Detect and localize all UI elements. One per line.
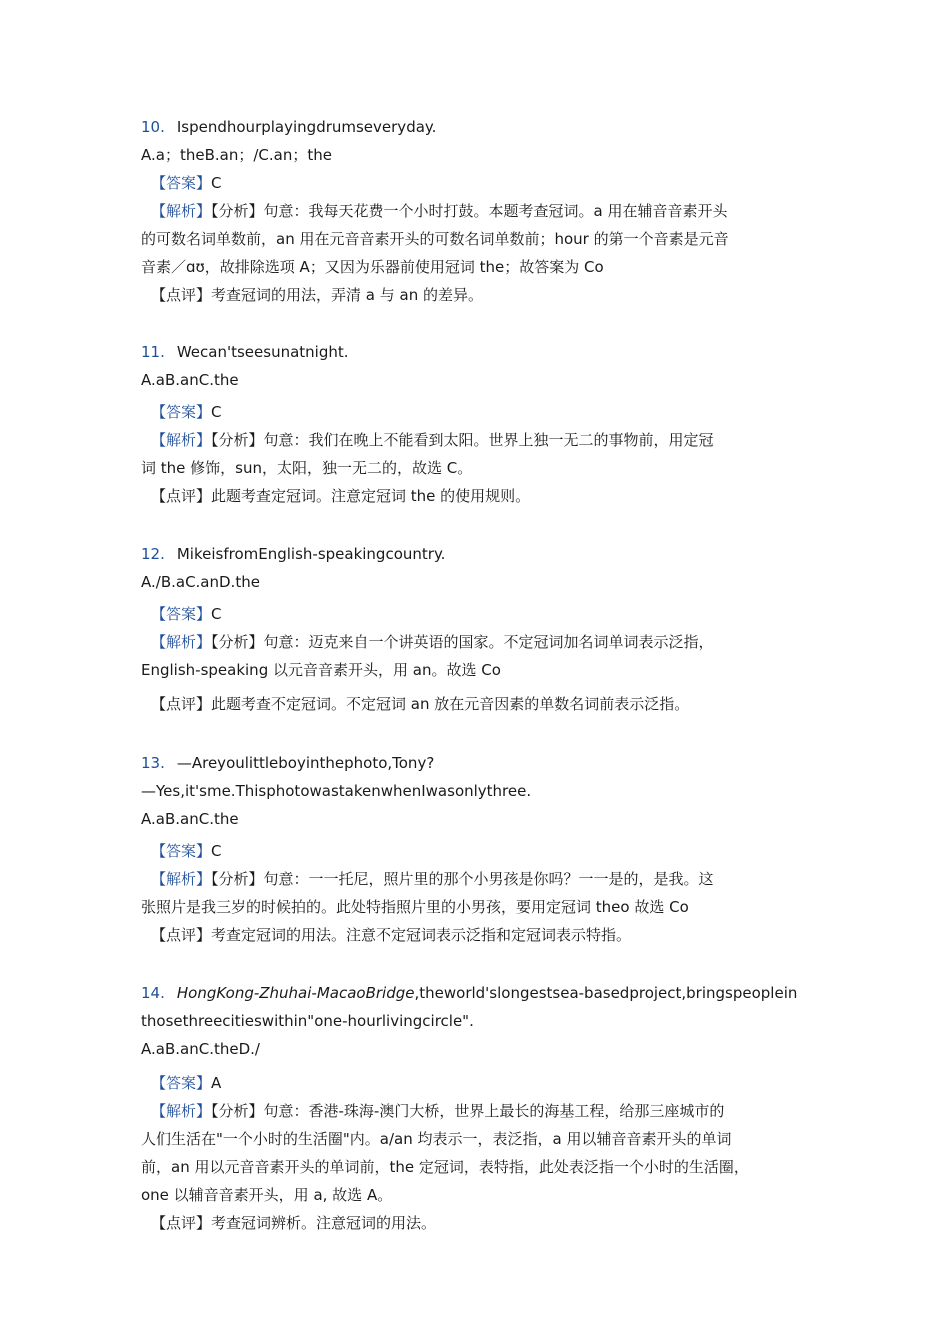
answer: 【答案】A xyxy=(151,1074,222,1092)
analysis-line: one 以辅音音素开头，用 a, 故选 A。 xyxy=(141,1186,393,1204)
question-10 xyxy=(141,113,821,309)
question-number: 11. xyxy=(141,343,165,361)
question-stem: 10. Ispendhourplayingdrumseveryday. xyxy=(141,118,437,136)
comment: 【点评】考查冠词的用法，弄清 a 与 an 的差异。 xyxy=(151,286,483,304)
comment: 【点评】考查冠词辨析。注意冠词的用法。 xyxy=(151,1214,437,1232)
analysis-line: 张照片是我三岁的时候拍的。此处特指照片里的小男孩，要用定冠词 theο 故选 Cο xyxy=(141,898,689,916)
answer: 【答案】C xyxy=(151,605,222,623)
answer: 【答案】C xyxy=(151,403,222,421)
analysis-line: English-speaking 以元音音素开头，用 an。故选 Cο xyxy=(141,661,501,679)
analysis-line: 人们生活在"一个小时的生活圈"内。a/an 均表示一，表泛指，a 用以辅音音素开头的单词 xyxy=(141,1130,732,1148)
answer: 【答案】C xyxy=(151,842,222,860)
question-14 xyxy=(141,979,821,1237)
analysis-line: 【解析】【分析】句意：一一托尼，照片里的那个小男孩是你吗？一一是的，是我。这 xyxy=(151,870,714,888)
question-number: 14. xyxy=(141,984,165,1002)
analysis-line: 词 the 修饰，sun，太阳，独一无二的，故选 C。 xyxy=(141,459,473,477)
question-stem: 13. —Areyoulittleboyinthephoto,Tony? xyxy=(141,754,435,772)
options: A./B.aC.anD.the xyxy=(141,573,260,591)
question-number: 10. xyxy=(141,118,165,136)
question-number: 12. xyxy=(141,545,165,563)
comment: 【点评】此题考查不定冠词。不定冠词 an 放在元音因素的单数名词前表示泛指。 xyxy=(151,695,690,713)
analysis-line: 的可数名词单数前，an 用在元音音素开头的可数名词单数前；hour 的第一个音素是元音 xyxy=(141,230,729,248)
question-stem-line: thosethreecitieswithin"one-hourlivingcircle". xyxy=(141,1012,474,1030)
analysis-line: 前，an 用以元音音素开头的单词前，the 定冠词，表特指，此处表泛指一个小时的生活圈， xyxy=(141,1158,749,1176)
question-stem: 14. HongKong-Zhuhai-MacaoBridge,theworld'slongestsea-basedproject,bringspeoplein xyxy=(141,984,798,1002)
analysis-line: 【解析】【分析】句意：我们在晚上不能看到太阳。世界上独一无二的事物前，用定冠 xyxy=(151,431,714,449)
comment: 【点评】此题考查定冠词。注意定冠词 the 的使用规则。 xyxy=(151,487,531,505)
analysis-line: 【解析】【分析】句意：香港-珠海-澳门大桥，世界上最长的海基工程，给那三座城市的 xyxy=(151,1102,725,1120)
analysis-line: 【解析】【分析】句意：我每天花费一个小时打鼓。本题考查冠词。a 用在辅音音素开头 xyxy=(151,202,728,220)
options: A.aB.anC.the xyxy=(141,371,239,389)
question-number: 13. xyxy=(141,754,165,772)
options: A.a；theB.an；/C.an；the xyxy=(141,146,332,164)
question-stem-line: —Yes,it'sme.ThisphotowastakenwhenIwasonlythree. xyxy=(141,782,532,800)
options: A.aB.anC.theD./ xyxy=(141,1040,260,1058)
question-13 xyxy=(141,749,821,949)
question-12 xyxy=(141,540,821,718)
question-11 xyxy=(141,338,821,510)
question-stem: 12. MikeisfromEnglish-speakingcountry. xyxy=(141,545,446,563)
options: A.aB.anC.the xyxy=(141,810,239,828)
answer: 【答案】C xyxy=(151,174,222,192)
analysis-line: 【解析】【分析】句意：迈克来自一个讲英语的国家。不定冠词加名词单词表示泛指， xyxy=(151,633,714,651)
question-stem: 11. Wecan'tseesunatnight. xyxy=(141,343,349,361)
analysis-line: 音素／ɑʊ，故排除选项 A；又因为乐器前使用冠词 the；故答案为 Cο xyxy=(141,258,604,276)
comment: 【点评】考查定冠词的用法。注意不定冠词表示泛指和定冠词表示特指。 xyxy=(151,926,632,944)
